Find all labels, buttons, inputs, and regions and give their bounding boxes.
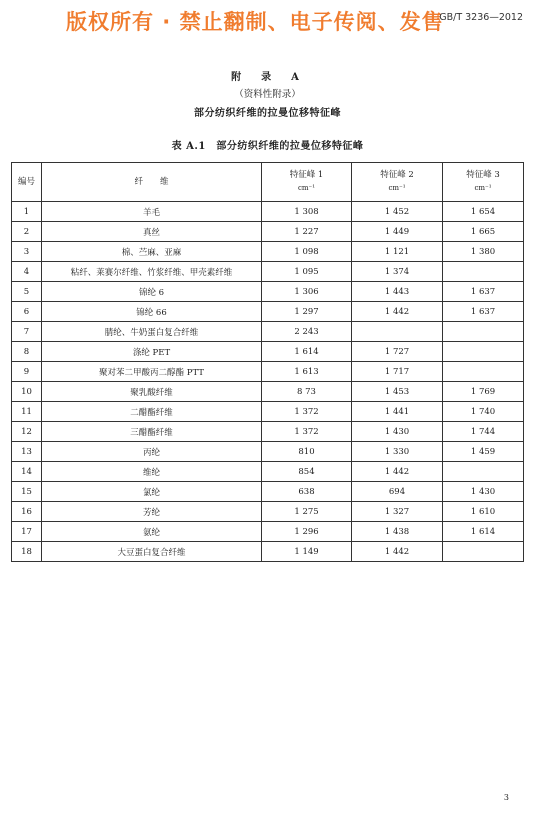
cell-no: 7 xyxy=(12,322,42,342)
table-row xyxy=(12,282,524,302)
cell-peak3: 1 380 xyxy=(443,242,524,262)
cell-fiber: 涤纶 PET xyxy=(42,342,262,362)
cell-fiber: 真丝 xyxy=(42,222,262,242)
cell-no: 12 xyxy=(12,422,42,442)
cell-peak2: 1 443 xyxy=(352,282,443,302)
cell-peak2: 1 374 xyxy=(352,262,443,282)
cell-fiber: 维纶 xyxy=(42,462,262,482)
header-fiber: 纤 维 xyxy=(42,163,262,202)
cell-fiber: 大豆蛋白复合纤维 xyxy=(42,542,262,562)
cell-peak3: 1 769 xyxy=(443,382,524,402)
cell-peak3: 1 637 xyxy=(443,282,524,302)
copyright-watermark: 版权所有 · 禁止翻制、电子传阅、发售 xyxy=(66,10,444,34)
cell-peak2: 1 121 xyxy=(352,242,443,262)
table-row xyxy=(12,422,524,442)
cell-peak1: 1 098 xyxy=(262,242,352,262)
cell-no: 2 xyxy=(12,222,42,242)
cell-fiber: 棉、苎麻、亚麻 xyxy=(42,242,262,262)
table-row xyxy=(12,242,524,262)
cell-no: 11 xyxy=(12,402,42,422)
header-peak1 xyxy=(262,163,352,202)
cell-no: 4 xyxy=(12,262,42,282)
cell-peak1: 1 095 xyxy=(262,262,352,282)
cell-peak1: 8 73 xyxy=(262,382,352,402)
cell-peak2: 1 330 xyxy=(352,442,443,462)
cell-no: 3 xyxy=(12,242,42,262)
cell-peak1: 2 243 xyxy=(262,322,352,342)
cell-peak1: 854 xyxy=(262,462,352,482)
header-peak2-unit: cm⁻¹ xyxy=(388,184,406,192)
header-peak3-unit: cm⁻¹ xyxy=(474,184,492,192)
header-no: 编号 xyxy=(12,163,42,202)
cell-peak3: 1 459 xyxy=(443,442,524,462)
cell-peak3: 1 637 xyxy=(443,302,524,322)
table-row xyxy=(12,302,524,322)
cell-no: 1 xyxy=(12,202,42,222)
cell-peak2: 1 430 xyxy=(352,422,443,442)
page-number: 3 xyxy=(503,793,509,802)
cell-peak3: 1 744 xyxy=(443,422,524,442)
cell-peak3: 1 610 xyxy=(443,502,524,522)
raman-peaks-table xyxy=(11,162,524,562)
cell-peak1: 810 xyxy=(262,442,352,462)
cell-peak2 xyxy=(352,322,443,342)
cell-fiber: 三醋酯纤维 xyxy=(42,422,262,442)
cell-fiber: 二醋酯纤维 xyxy=(42,402,262,422)
cell-peak2: 1 717 xyxy=(352,362,443,382)
table-row xyxy=(12,322,524,342)
table-row xyxy=(12,482,524,502)
cell-peak1: 1 613 xyxy=(262,362,352,382)
cell-no: 6 xyxy=(12,302,42,322)
cell-peak2: 1 442 xyxy=(352,542,443,562)
cell-fiber: 丙纶 xyxy=(42,442,262,462)
cell-peak3: 1 654 xyxy=(443,202,524,222)
cell-peak1: 1 306 xyxy=(262,282,352,302)
cell-no: 9 xyxy=(12,362,42,382)
cell-peak3 xyxy=(443,542,524,562)
cell-peak3 xyxy=(443,322,524,342)
cell-no: 8 xyxy=(12,342,42,362)
cell-peak3 xyxy=(443,262,524,282)
table-row xyxy=(12,502,524,522)
table-row xyxy=(12,382,524,402)
cell-no: 13 xyxy=(12,442,42,462)
appendix-title: 部分纺织纤维的拉曼位移特征峰 xyxy=(194,108,341,119)
cell-fiber: 芳纶 xyxy=(42,502,262,522)
cell-peak2: 1 441 xyxy=(352,402,443,422)
cell-fiber: 羊毛 xyxy=(42,202,262,222)
cell-peak3: 1 430 xyxy=(443,482,524,502)
table-row xyxy=(12,522,524,542)
cell-fiber: 粘纤、莱赛尔纤维、竹浆纤维、甲壳素纤维 xyxy=(42,262,262,282)
cell-peak1: 1 372 xyxy=(262,402,352,422)
table-caption: 表 A.1 部分纺织纤维的拉曼位移特征峰 xyxy=(171,141,364,152)
cell-peak2: 1 452 xyxy=(352,202,443,222)
cell-peak2: 1 327 xyxy=(352,502,443,522)
cell-peak1: 1 149 xyxy=(262,542,352,562)
cell-no: 10 xyxy=(12,382,42,402)
cell-peak2: 1 442 xyxy=(352,302,443,322)
appendix-type: （资料性附录） xyxy=(234,89,301,100)
cell-no: 14 xyxy=(12,462,42,482)
cell-no: 17 xyxy=(12,522,42,542)
cell-no: 18 xyxy=(12,542,42,562)
header-peak1-unit: cm⁻¹ xyxy=(297,184,316,192)
table-row xyxy=(12,202,524,222)
table-row xyxy=(12,442,524,462)
cell-peak3: 1 665 xyxy=(443,222,524,242)
cell-fiber: 聚乳酸纤维 xyxy=(42,382,262,402)
document-number: GB/T 3236—2012 xyxy=(439,12,523,23)
cell-fiber: 聚对苯二甲酸丙二醇酯 PTT xyxy=(42,362,262,382)
cell-peak2: 1 449 xyxy=(352,222,443,242)
table-row xyxy=(12,222,524,242)
table-row xyxy=(12,342,524,362)
cell-no: 16 xyxy=(12,502,42,522)
cell-peak1: 1 296 xyxy=(262,522,352,542)
cell-peak1: 1 275 xyxy=(262,502,352,522)
cell-peak2: 694 xyxy=(352,482,443,502)
cell-fiber: 氨纶 xyxy=(42,522,262,542)
table-row xyxy=(12,542,524,562)
header-peak2-label: 特征峰 2 xyxy=(380,170,414,180)
cell-peak1: 1 308 xyxy=(262,202,352,222)
cell-fiber: 锦纶 66 xyxy=(42,302,262,322)
cell-peak1: 1 227 xyxy=(262,222,352,242)
table-row xyxy=(12,462,524,482)
cell-no: 5 xyxy=(12,282,42,302)
cell-fiber: 锦纶 6 xyxy=(42,282,262,302)
cell-peak3: 1 614 xyxy=(443,522,524,542)
cell-peak2: 1 727 xyxy=(352,342,443,362)
table-row xyxy=(12,362,524,382)
header-peak3 xyxy=(443,163,524,202)
appendix-label: 附 录 A xyxy=(231,72,304,83)
header-peak1-label: 特征峰 1 xyxy=(289,170,324,180)
cell-fiber: 氯纶 xyxy=(42,482,262,502)
cell-peak3 xyxy=(443,342,524,362)
cell-peak1: 1 614 xyxy=(262,342,352,362)
table-row xyxy=(12,262,524,282)
cell-peak3 xyxy=(443,462,524,482)
header-peak2 xyxy=(352,163,443,202)
cell-peak2: 1 442 xyxy=(352,462,443,482)
cell-peak1: 638 xyxy=(262,482,352,502)
table-row xyxy=(12,402,524,422)
table-header-row xyxy=(12,163,524,202)
cell-peak3: 1 740 xyxy=(443,402,524,422)
cell-peak2: 1 453 xyxy=(352,382,443,402)
cell-peak1: 1 372 xyxy=(262,422,352,442)
cell-peak3 xyxy=(443,362,524,382)
cell-fiber: 腈纶、牛奶蛋白复合纤维 xyxy=(42,322,262,342)
cell-no: 15 xyxy=(12,482,42,502)
header-peak3-label: 特征峰 3 xyxy=(466,170,500,180)
cell-peak2: 1 438 xyxy=(352,522,443,542)
cell-peak1: 1 297 xyxy=(262,302,352,322)
